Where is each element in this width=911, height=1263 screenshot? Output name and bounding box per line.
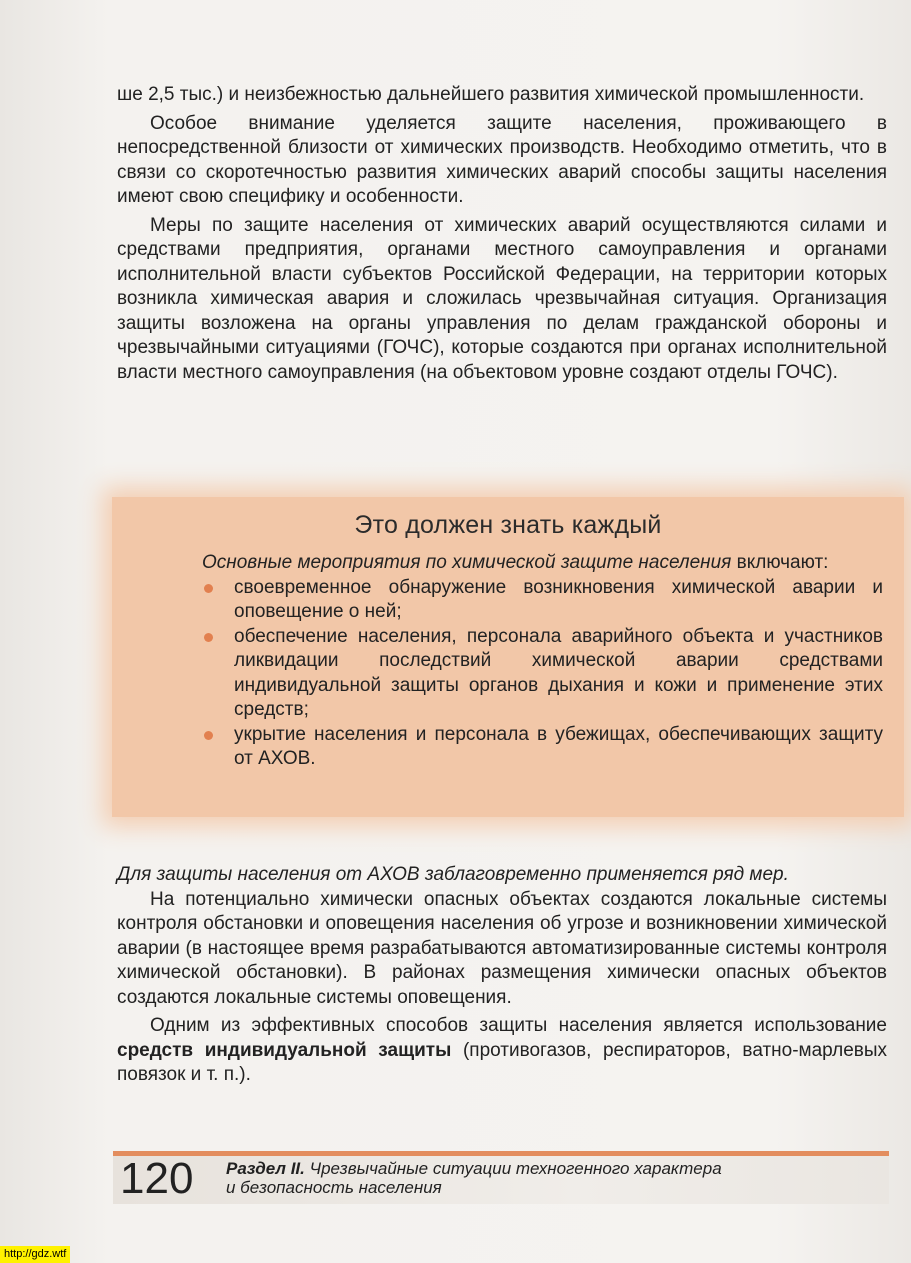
must-know-infobox (112, 497, 904, 817)
paragraph-protection-measures: Меры по защите населения от химических аварий осуществляются силами и средствами предприятия, органами местного самоуправления и органами исполнительной власти субъектов Российской Федерации, на территории которых возникла химическая авария и сложилась чрезвычайная ситуация. Организация защиты возложена на органы управления по делам гражданской обороны и чрезвычайными ситуациями (ГОЧС), которые создаются при органах исполнительной власти местного самоуправления (на объектовом уровне создают отделы ГОЧС). (117, 214, 887, 383)
section-title-part-1: Чрезвычайные ситуации техногенного характера (309, 1159, 722, 1178)
paragraph-personal-protection (117, 1014, 887, 1088)
watermark-link[interactable]: http://gdz.wtf (0, 1246, 70, 1263)
bottom-text-block (117, 863, 887, 1088)
top-text-block (117, 83, 887, 385)
section-label: Раздел II. (226, 1159, 305, 1178)
infobox-intro (202, 551, 883, 576)
ppe-bold-term: средств индивидуальной защиты (117, 1039, 452, 1061)
infobox-intro-italic: Основные мероприятия по химической защите населения (202, 552, 732, 573)
paragraph-measures-intro (117, 863, 887, 888)
page-number: 120 (120, 1154, 194, 1203)
list-item (202, 576, 883, 625)
infobox-list (202, 576, 883, 772)
list-item-text: обеспечение населения, персонала аварийного объекта и участников ликвидации последствий химической аварии средствами индивидуальной защиты органов дыхания и кожи и применение этих средств; (234, 625, 883, 720)
bullet-dot-icon (204, 633, 213, 642)
infobox-title: Это должен знать каждый (354, 511, 662, 539)
infobox-body (202, 551, 883, 772)
ppe-text-after: (противогазов, респираторов, ватно-марлевых повязок и т. п.). (117, 1039, 888, 1085)
running-footer (226, 1159, 722, 1197)
list-item-text: своевременное обнаружение возникновения химической аварии и оповещение о ней; (234, 576, 883, 622)
ppe-text-before: Одним из эффективных способов защиты населения является использование (150, 1015, 887, 1036)
paragraph-local-systems: На потенциально химически опасных объектах создаются локальные системы контроля обстановки и оповещения населения об угрозе и возникновении химической аварии (в настоящее время разрабатываются автоматизированные системы контроля химической обстановки). В районах размещения химически опасных объектов создаются локальные системы оповещения. (117, 888, 887, 1008)
infobox-intro-rest: включают: (736, 552, 829, 573)
list-item (202, 625, 883, 723)
footer-line-2: и безопасность населения (226, 1178, 442, 1197)
paragraph-special-attention: Особое внимание уделяется защите населения, проживающего в непосредственной близости от химических производств. Необходимо отметить, что в связи со скоротечностью развития химических аварий способы защиты населения имеют свою специфику и особенности. (117, 112, 887, 207)
footer-line-1 (226, 1159, 722, 1178)
paragraph-continuation: ше 2,5 тыс.) и неизбежностью дальнейшего развития химической промышленности. (117, 84, 865, 105)
list-item-text: укрытие населения и персонала в убежищах, обеспечивающих защиту от АХОВ. (234, 723, 883, 769)
measures-intro-italic: Для защиты населения от АХОВ заблаговременно применяется ряд мер. (117, 864, 789, 885)
bullet-dot-icon (204, 584, 213, 593)
bullet-dot-icon (204, 731, 213, 740)
list-item (202, 723, 883, 772)
